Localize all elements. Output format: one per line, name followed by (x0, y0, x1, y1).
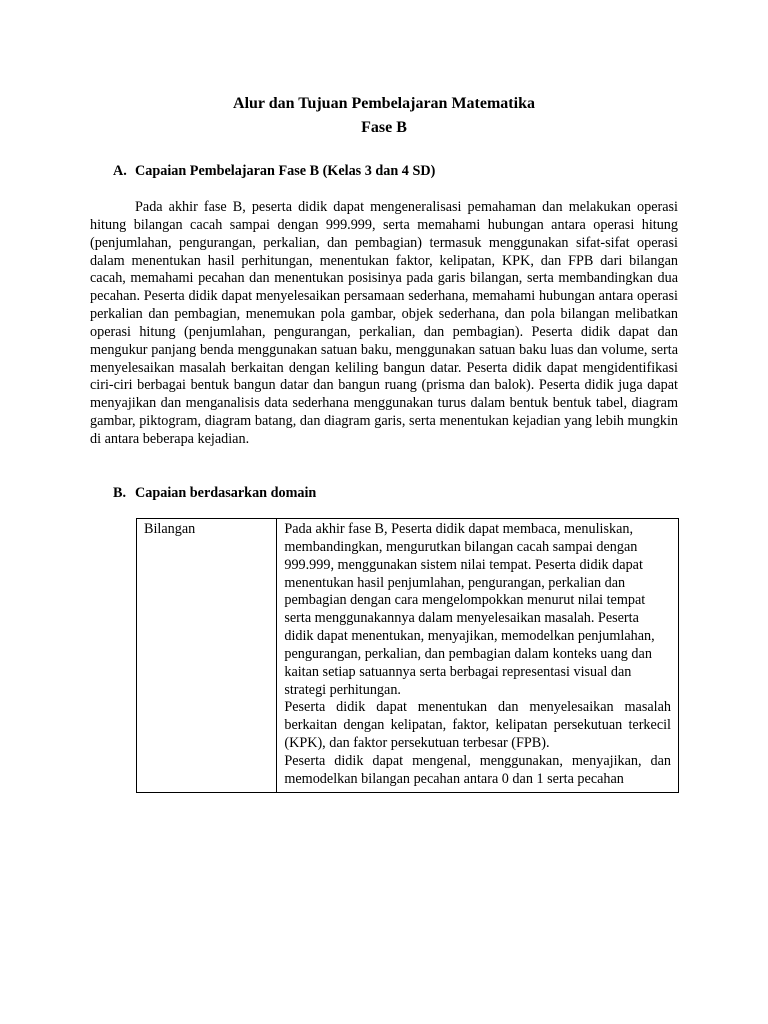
section-b-heading (113, 484, 316, 502)
section-a-heading-text: Capaian Pembelajaran Fase B (Kelas 3 dan 4 SD) (135, 163, 436, 179)
domain-name-cell: Bilangan (137, 519, 277, 793)
table-row (137, 519, 679, 793)
section-a-heading (113, 162, 435, 180)
domain-description-paragraph: Peserta didik dapat menentukan dan menyelesaikan masalah berkaitan dengan kelipatan, faktor, kelipatan persekutuan terkecil (KPK), dan faktor persekutuan terbesar (FPB). (284, 699, 671, 752)
section-a-marker: A. (113, 163, 127, 179)
domain-description-cell (277, 519, 679, 793)
domain-table (136, 518, 679, 793)
domain-description-paragraph: Pada akhir fase B, Peserta didik dapat membaca, menuliskan, membandingkan, mengurutkan bilangan cacah sampai dengan 999.999, menggunakan sistem nilai tempat. Peserta didik dapat menentukan hasil penjumlahan, pengurangan, perkalian dan pembagian dengan cara mengelompokkan menurut nilai tempat serta menggunakannya dalam menyelesaikan masalah. Peserta didik dapat menentukan, menyajikan, memodelkan penjumlahan, pengurangan, perkalian, dan pembagian dalam konteks uang dan kaitan setiap satuannya serta berbagai representasi visual dan strategi perhitungan. (284, 521, 655, 698)
section-b-marker: B. (113, 485, 127, 501)
domain-description-paragraph: Peserta didik dapat mengenal, menggunakan, menyajikan, dan memodelkan bilangan pecahan antara 0 dan 1 serta pecahan (284, 752, 671, 787)
section-b-heading-text: Capaian berdasarkan domain (135, 485, 317, 501)
document-title: Alur dan Tujuan Pembelajaran Matematika (233, 95, 535, 112)
section-a-paragraph: Pada akhir fase B, peserta didik dapat mengeneralisasi pemahaman dan melakukan operasi hitung bilangan cacah sampai dengan 999.999, serta memahami hubungan antara operasi hitung (penjumlahan, pengurangan, perkalian, dan pembagian) termasuk menggunakan sifat-sifat operasi dalam menentukan hasil perhitungan, menentukan faktor, kelipatan, KPK, dan FPB dari bilangan cacah, memahami pecahan dan menentukan posisinya pada garis bilangan, serta membandingkan dua pecahan. Peserta didik dapat menyelesaikan persamaan sederhana, memahami hubungan antara operasi perkalian dan pembagian, menemukan pola gambar, objek sederhana, dan pola bilangan melibatkan operasi hitung (penjumlahan, pengurangan, perkalian, dan pembagian). Peserta didik dapat dan mengukur panjang benda menggunakan satuan baku, menggunakan satuan baku luas dan volume, serta menyelesaikan masalah berkaitan dengan keliling bangun datar. Peserta didik dapat mengidentifikasi ciri-ciri berbagai bentuk bangun datar dan bangun ruang (prisma dan balok). Peserta didik juga dapat menyajikan dan menganalisis data sederhana menggunakan turus dalam bentuk bentuk tabel, diagram gambar, piktogram, diagram batang, dan diagram garis, serta menentukan kejadian yang lebih mungkin di antara beberapa kejadian. (90, 199, 678, 447)
document-subtitle: Fase B (361, 119, 407, 136)
